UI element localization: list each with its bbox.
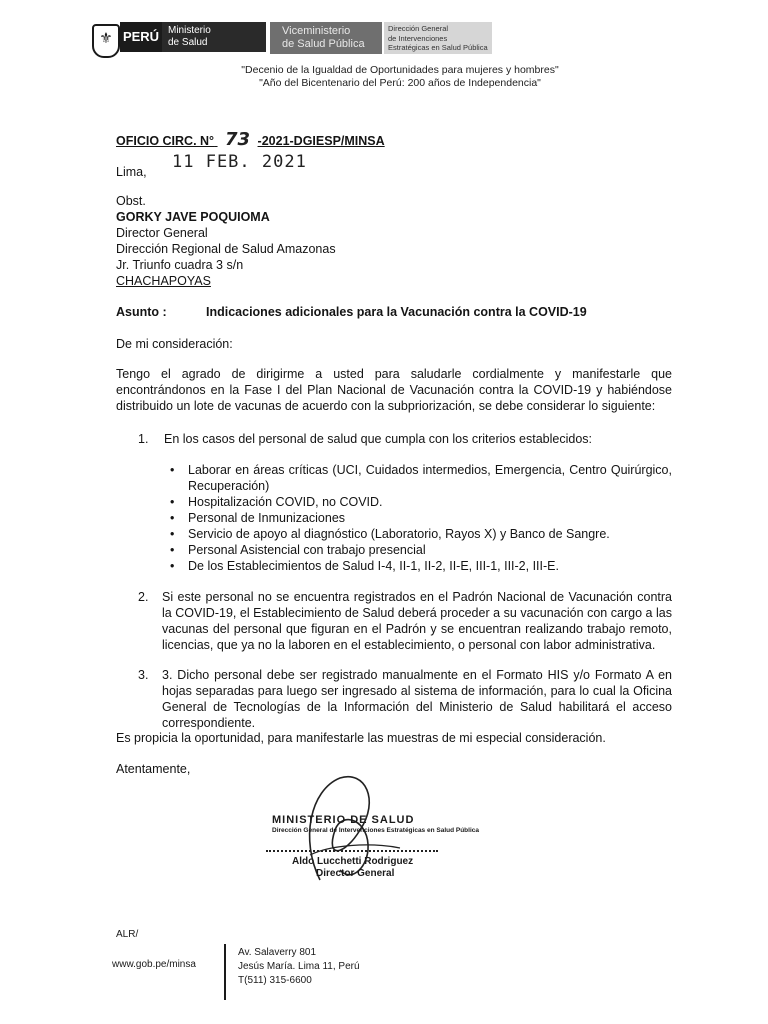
signature-line — [266, 850, 438, 852]
bullet-item: Hospitalización COVID, no COVID. — [188, 495, 383, 509]
letter-city: Lima, — [116, 165, 147, 179]
bullet-item: De los Establecimientos de Salud I-4, II-1, II-2, II-E, III-1, III-2, III-E. — [188, 559, 559, 573]
peru-logo-label: PERÚ — [120, 22, 162, 52]
decree-line-1: "Decenio de la Igualdad de Oportunidades para mujeres y hombres" — [241, 64, 559, 76]
subject-label: Asunto : — [116, 305, 167, 319]
directorate-logo-label — [384, 22, 492, 54]
oficio-prefix: OFICIO CIRC. N° — [116, 134, 215, 148]
oficio-suffix: -2021-DGIESP/MINSA — [257, 134, 385, 148]
address-line-2: Jesús María. Lima 11, Perú — [238, 961, 360, 972]
dir-line-3: Estratégicas en Salud Pública — [388, 43, 488, 52]
recipient-title: Director General — [116, 226, 208, 240]
peru-coat-of-arms-icon: ⚜ — [92, 24, 120, 58]
item-3-text: 3. Dicho personal debe ser registrado manualmente en el Formato HIS y/o Formato A en hojas separadas para luego ser ingresado al sistema de información, para lo cual la Oficina General de Tecnologías de la Información del Ministerio de Salud habilitará el acceso correspondiente. — [162, 668, 672, 730]
ministry-line-2: de Salud — [168, 37, 208, 48]
vice-line-1: Viceministerio — [282, 25, 351, 37]
dir-line-2: de Intervenciones — [388, 33, 448, 43]
letter-date-stamp: 11 FEB. 2021 — [172, 152, 307, 172]
recipient-address: Jr. Triunfo cuadra 3 s/n — [116, 258, 244, 272]
stamp-directorate: Dirección General de Intervenciones Estratégicas en Salud Pública — [272, 827, 479, 834]
signer-name: Aldo Lucchetti Rodriguez — [292, 856, 414, 867]
decree-line-2: "Año del Bicentenario del Perú: 200 años de Independencia" — [259, 77, 541, 89]
subject-text: Indicaciones adicionales para la Vacunación contra la COVID-19 — [206, 305, 587, 319]
author-initials: ALR/ — [116, 929, 139, 940]
bullet-icon: • — [170, 559, 175, 573]
farewell: Atentamente, — [116, 762, 191, 776]
oficio-number-handwritten: 73 — [225, 129, 251, 150]
recipient-prefix: Obst. — [116, 194, 146, 208]
address-line-1: Av. Salaverry 801 — [238, 947, 317, 958]
bullet-icon: • — [170, 511, 175, 525]
dir-line-1: Dirección General — [388, 24, 449, 33]
phone-number: T(511) 315-6600 — [238, 975, 312, 986]
footer-divider — [224, 944, 226, 1000]
ministry-line-1: Ministerio — [168, 25, 211, 36]
website-link[interactable]: www.gob.pe/minsa — [112, 959, 196, 970]
item-2-text: Si este personal no se encuentra registrados en el Padrón Nacional de Vacunación contra la COVID-19, el Establecimiento de Salud deberá proceder a su vacunación con cargo a las vacunas del personal que figuran en el Padrón y se encuentran realizando trabajo remoto, licencias, que ya no la laboren en el establecimiento, o personal con labor administrativa. — [162, 590, 672, 652]
salutation: De mi consideración: — [116, 337, 233, 351]
bullet-icon: • — [170, 463, 175, 477]
decree-header — [200, 64, 600, 90]
stamp-ministry: MINISTERIO DE SALUD — [272, 814, 415, 826]
item-3-number: 3. — [138, 668, 149, 682]
closing-sentence: Es propicia la oportunidad, para manifestarle las muestras de mi especial consideración. — [116, 731, 606, 745]
item-2-number: 2. — [138, 590, 149, 604]
viceministry-logo-label — [270, 22, 382, 54]
item-1-number: 1. — [138, 432, 149, 446]
bullet-item: Laborar en áreas críticas (UCI, Cuidados intermedios, Emergencia, Centro Quirúrgico, Recuperación) — [188, 463, 672, 493]
intro-paragraph: Tengo el agrado de dirigirme a usted para saludarle cordialmente y manifestarle que encontrándonos en la Fase I del Plan Nacional de Vacunación contra la COVID-19 y habiéndose distribuido un lote de vacunas de acuerdo con la subpriorización, se debe considerar lo siguiente: — [116, 367, 672, 413]
bullet-item: Personal Asistencial con trabajo presencial — [188, 543, 426, 557]
ministry-logo-label — [162, 22, 266, 52]
bullet-item: Servicio de apoyo al diagnóstico (Laboratorio, Rayos X) y Banco de Sangre. — [188, 527, 610, 541]
recipient-organization: Dirección Regional de Salud Amazonas — [116, 242, 336, 256]
bullet-icon: • — [170, 527, 175, 541]
bullet-icon: • — [170, 543, 175, 557]
recipient-name: GORKY JAVE POQUIOMA — [116, 210, 270, 224]
recipient-city: CHACHAPOYAS — [116, 274, 211, 288]
bullet-item: Personal de Inmunizaciones — [188, 511, 346, 525]
bullet-icon: • — [170, 495, 175, 509]
item-1-text: En los casos del personal de salud que cumpla con los criterios establecidos: — [164, 432, 593, 446]
oficio-reference — [116, 129, 385, 150]
signer-title: Director General — [316, 868, 395, 879]
vice-line-2: de Salud Pública — [282, 38, 365, 50]
